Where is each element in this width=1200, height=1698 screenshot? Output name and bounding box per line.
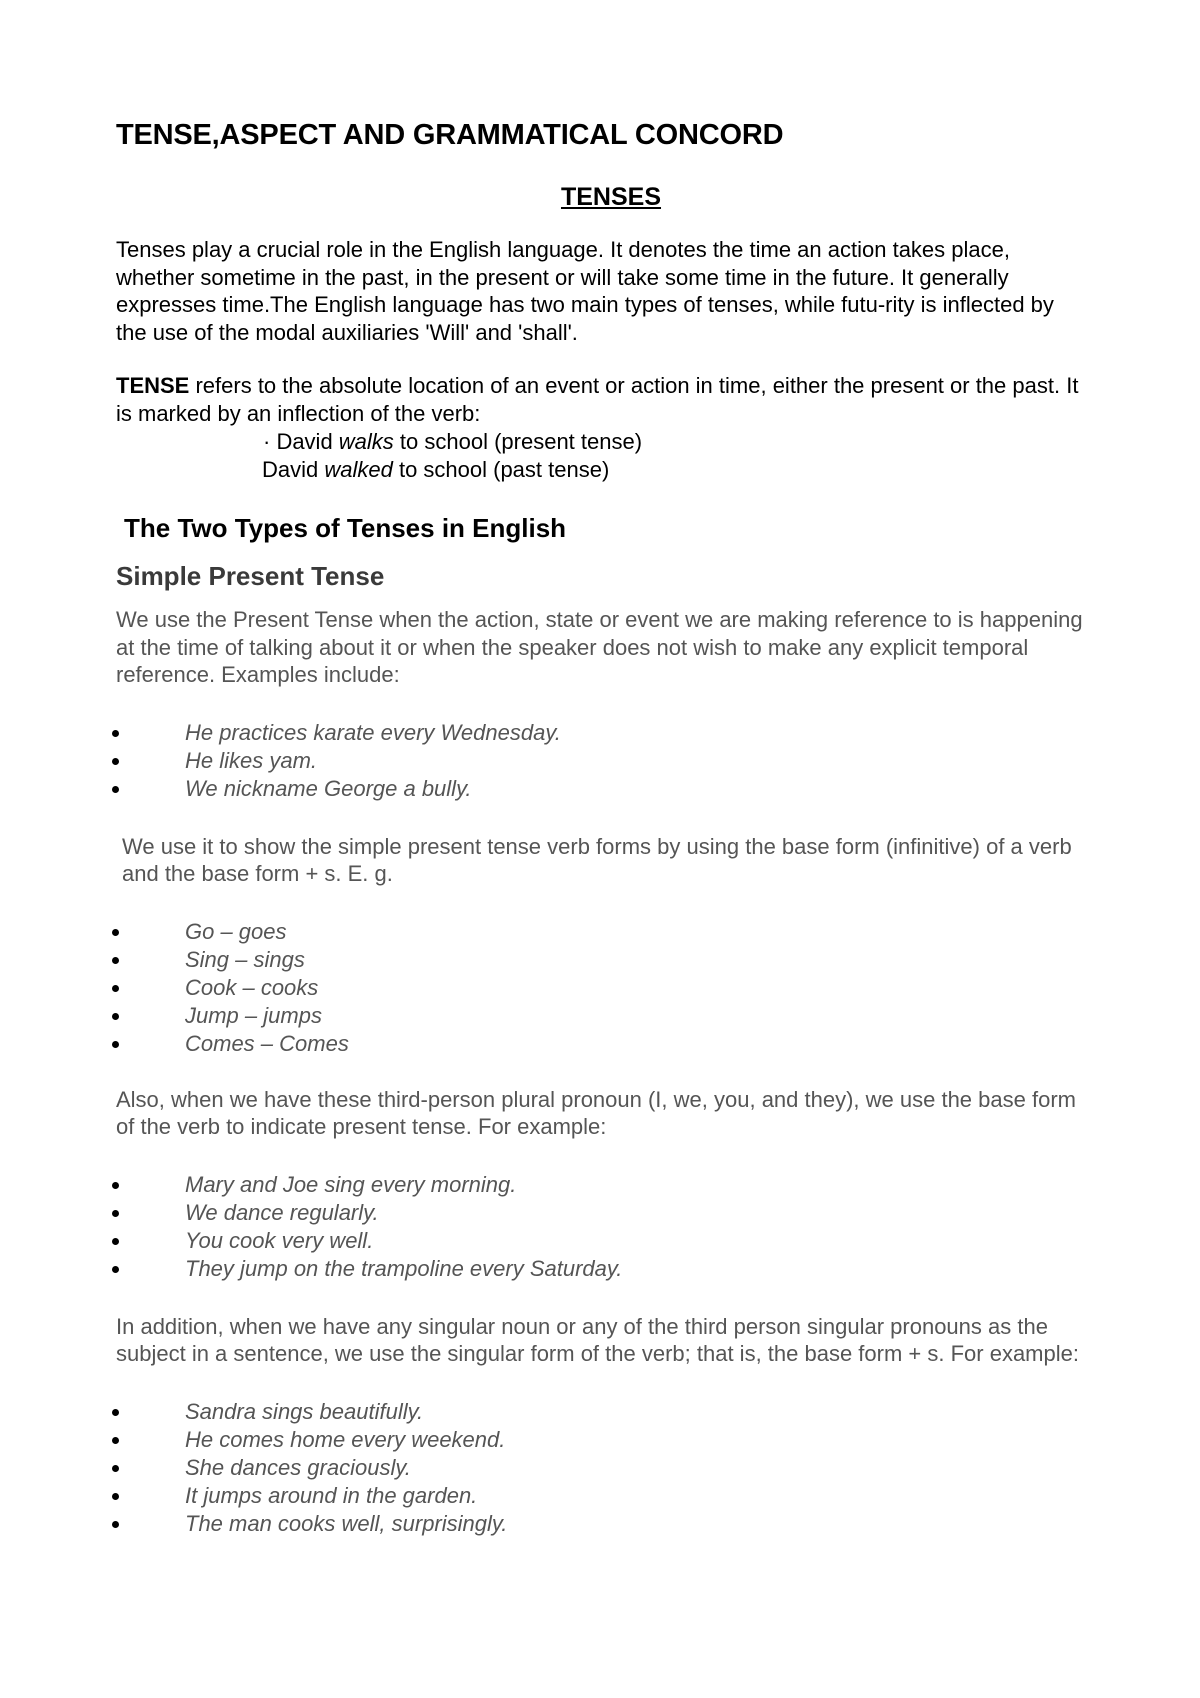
list-item <box>112 1002 1086 1030</box>
list-item <box>112 1255 1086 1283</box>
tense-definition-text: refers to the absolute location of an event or action in time, either the present or the past. It is marked by an inflection of the verb: <box>116 373 1079 426</box>
list-item <box>112 1227 1086 1255</box>
list-item-text: The man cooks well, surprisingly. <box>185 1510 508 1536</box>
list-item-text: Mary and Joe sing every morning. <box>185 1171 517 1197</box>
example-prefix: · David <box>263 429 339 454</box>
example-suffix: to school (past tense) <box>392 457 610 482</box>
list-item <box>112 1030 1086 1058</box>
document-title: TENSE,ASPECT AND GRAMMATICAL CONCORD <box>116 119 784 151</box>
plural-paragraph: Also, when we have these third-person plural pronoun (I, we, you, and they), we use the base form of the verb to indicate present tense. For example: <box>116 1086 1076 1139</box>
bullet-icon <box>112 1041 119 1048</box>
tense-definition-paragraph <box>116 372 1086 427</box>
list-item-text: He likes yam. <box>185 747 318 773</box>
list-item <box>112 747 1086 775</box>
bullet-icon <box>112 1238 119 1245</box>
bullet-icon <box>112 957 119 964</box>
list-item-text: Comes – Comes <box>185 1030 349 1056</box>
list-item-text: Go – goes <box>185 918 287 944</box>
list-item <box>112 946 1086 974</box>
list-item-text: You cook very well. <box>185 1227 374 1253</box>
bullet-icon <box>112 786 119 793</box>
plural-examples-list <box>116 1171 1086 1283</box>
bullet-icon <box>112 1266 119 1273</box>
bullet-icon <box>112 1013 119 1020</box>
bullet-icon <box>112 985 119 992</box>
bullet-icon <box>112 1210 119 1217</box>
list-item <box>112 1510 1086 1538</box>
present-intro-paragraph: We use the Present Tense when the action, state or event we are making reference to is happening at the time of talking about it or when the speaker does not wish to make any explicit temporal reference. Examples include: <box>116 607 1083 687</box>
list-item-text: He comes home every weekend. <box>185 1426 506 1452</box>
list-item <box>112 918 1086 946</box>
list-item <box>112 1426 1086 1454</box>
bullet-icon <box>112 1465 119 1472</box>
bullet-icon <box>112 1182 119 1189</box>
list-item-text: He practices karate every Wednesday. <box>185 719 561 745</box>
verb-forms-list <box>116 918 1086 1058</box>
types-heading: The Two Types of Tenses in English <box>124 513 567 543</box>
bullet-icon <box>112 1409 119 1416</box>
example-prefix: David <box>262 457 325 482</box>
bullet-icon <box>112 730 119 737</box>
example-suffix: to school (present tense) <box>393 429 643 454</box>
document-content <box>116 118 1086 1538</box>
list-item <box>112 1482 1086 1510</box>
bullet-icon <box>112 1521 119 1528</box>
section-title-tenses: TENSES <box>560 183 662 211</box>
singular-examples-list <box>116 1398 1086 1538</box>
bullet-icon <box>112 1493 119 1500</box>
singular-paragraph: In addition, when we have any singular noun or any of the third person singular pronouns as the subject in a sentence, we use the singular form of the verb; that is, the base form + s. For example: <box>116 1313 1079 1366</box>
tense-term: TENSE <box>116 373 190 398</box>
base-form-paragraph: We use it to show the simple present tense verb forms by using the base form (infinitive) of a verb and the base form + s. E. g. <box>122 833 1072 886</box>
list-item-text: Jump – jumps <box>185 1002 322 1028</box>
example-verb: walks <box>338 429 394 454</box>
list-item-text: We nickname George a bully. <box>185 775 472 801</box>
list-item <box>112 1199 1086 1227</box>
list-item-text: She dances graciously. <box>185 1454 411 1480</box>
list-item-text: Sing – sings <box>185 946 305 972</box>
list-item-text: It jumps around in the garden. <box>185 1482 478 1508</box>
example-present-tense <box>116 428 1086 456</box>
present-examples-list <box>116 719 1086 803</box>
simple-present-heading: Simple Present Tense <box>116 561 385 591</box>
list-item <box>112 1171 1086 1199</box>
list-item <box>112 775 1086 803</box>
example-verb: walked <box>324 457 393 482</box>
list-item <box>112 719 1086 747</box>
intro-paragraph: Tenses play a crucial role in the English language. It denotes the time an action takes place, whether sometime in the past, in the present or will take some time in the future. It generally expresses time.The English language has two main types of tenses, while futu-rity is inflected by the use of the modal auxiliaries 'Will' and 'shall'. <box>116 237 1054 345</box>
list-item-text: We dance regularly. <box>185 1199 379 1225</box>
bullet-icon <box>112 1437 119 1444</box>
list-item <box>112 1454 1086 1482</box>
bullet-icon <box>112 929 119 936</box>
list-item-text: Cook – cooks <box>185 974 319 1000</box>
bullet-icon <box>112 758 119 765</box>
example-past-tense <box>116 456 1086 484</box>
list-item-text: They jump on the trampoline every Saturday. <box>185 1255 623 1281</box>
list-item <box>112 974 1086 1002</box>
list-item-text: Sandra sings beautifully. <box>185 1398 424 1424</box>
list-item <box>112 1398 1086 1426</box>
